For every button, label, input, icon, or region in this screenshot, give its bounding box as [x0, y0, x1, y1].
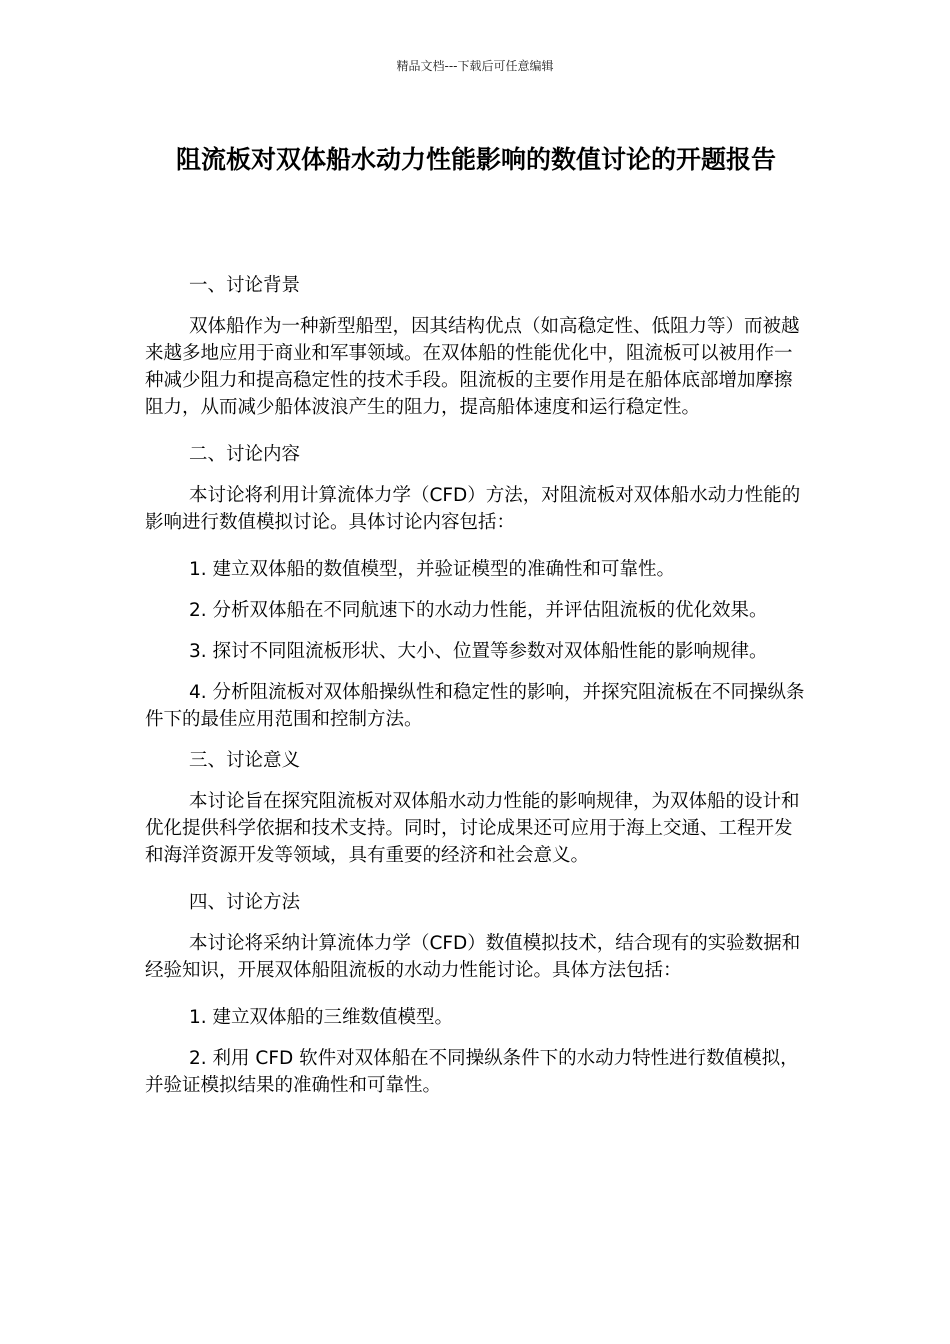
section-heading-significance: 三、讨论意义 [189, 750, 301, 771]
content-item-4: 4. 分析阻流板对双体船操纵性和稳定性的影响，并探究阻流板在不同操纵条件下的最佳应用范围和控制方法。 [145, 682, 805, 730]
section-heading-content: 二、讨论内容 [189, 444, 301, 465]
method-item-1: 1. 建立双体船的三维数值模型。 [189, 1007, 454, 1028]
significance-paragraph: 本讨论旨在探究阻流板对双体船水动力性能的影响规律，为双体船的设计和优化提供科学依据和技术支持。同时，讨论成果还可应用于海上交通、工程开发和海洋资源开发等领域，具有重要的经济和社会意义。 [145, 791, 800, 866]
background-paragraph: 双体船作为一种新型船型，因其结构优点（如高稳定性、低阻力等）而被越来越多地应用于商业和军事领域。在双体船的性能优化中，阻流板可以被用作一种减少阻力和提高稳定性的技术手段。阻流板的主要作用是在船体底部增加摩擦阻力，从而减少船体波浪产生的阻力，提高船体速度和运行稳定性。 [145, 316, 800, 418]
content-intro: 本讨论将利用计算流体力学（CFD）方法，对阻流板对双体船水动力性能的影响进行数值模拟讨论。具体讨论内容包括： [145, 485, 801, 533]
method-item-2: 2. 利用 CFD 软件对双体船在不同操纵条件下的水动力特性进行数值模拟，并验证模拟结果的准确性和可靠性。 [145, 1048, 799, 1096]
content-item-2: 2. 分析双体船在不同航速下的水动力性能，并评估阻流板的优化效果。 [189, 600, 768, 621]
header-note: 精品文档---下载后可任意编辑 [396, 59, 554, 73]
document-body [145, 272, 807, 1113]
content-item-1: 1. 建立双体船的数值模型，并验证模型的准确性和可靠性。 [189, 559, 676, 580]
section-heading-method: 四、讨论方法 [189, 892, 301, 913]
method-intro: 本讨论将采纳计算流体力学（CFD）数值模拟技术，结合现有的实验数据和经验知识，开展双体船阻流板的水动力性能讨论。具体方法包括： [145, 933, 801, 981]
section-heading-background: 一、讨论背景 [189, 275, 301, 296]
content-item-3: 3. 探讨不同阻流板形状、大小、位置等参数对双体船性能的影响规律。 [189, 641, 768, 662]
document-title: 阻流板对双体船水动力性能影响的数值讨论的开题报告 [175, 145, 776, 174]
